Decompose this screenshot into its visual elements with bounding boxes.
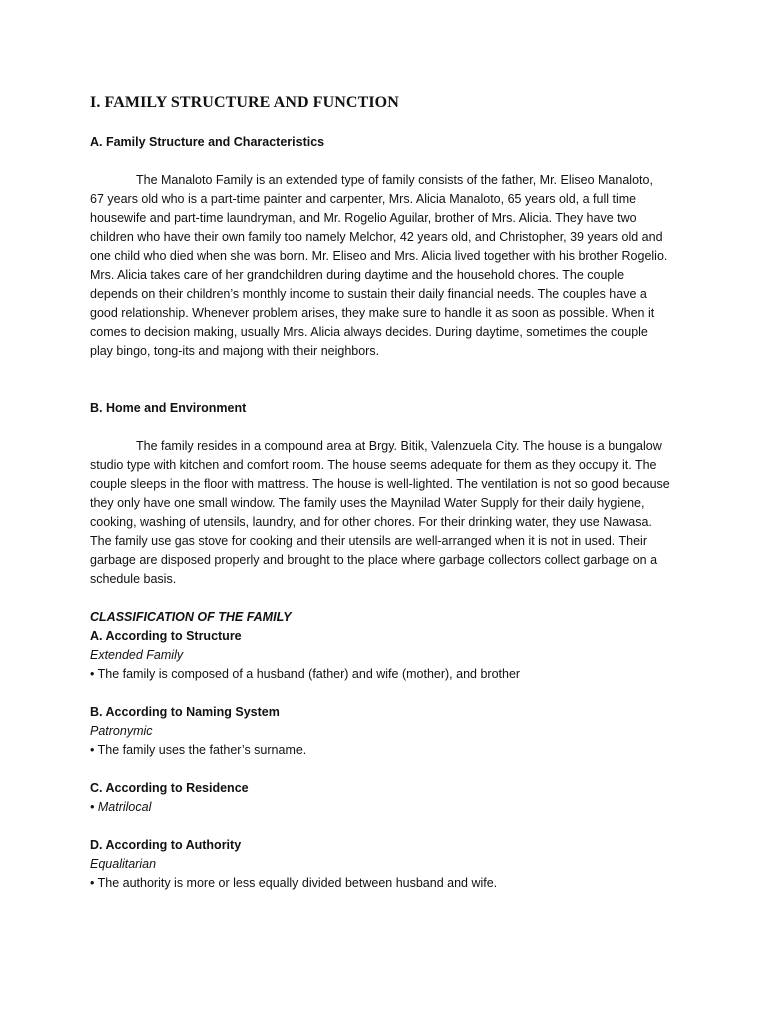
authority-label: D. According to Authority <box>90 838 242 852</box>
section-b-paragraph-2: The family use gas stove for cooking and their utensils are well-arranged when it is not in used. Their garbage are disposed properly and brought to the place where garbage collectors collect garbage on a schedule basis. <box>90 534 658 586</box>
spacer <box>90 817 670 836</box>
authority-type: Equalitarian <box>90 857 157 871</box>
residence-value: Matrilocal <box>97 800 152 814</box>
authority-bullet: • The authority is more or less equally divided between husband and wife. <box>90 876 498 890</box>
spacer <box>90 418 670 437</box>
spacer <box>90 152 670 171</box>
spacer <box>90 361 670 399</box>
section-b-paragraph-1: The family resides in a compound area at Brgy. Bitik, Valenzuela City. The house is a bungalow studio type with kitchen and comfort room. The house seems adequate for them as they occupy it. The couple sleeps in the floor with mattress. The house is well-lighted. The ventilation is not so good because they only have one small window. The family uses the Maynilad Water Supply for their daily hygiene, cooking, washing of utensils, laundry, and for other chores. For their drinking water, they use Nawasa. <box>90 439 670 529</box>
naming-label: B. According to Naming System <box>90 705 280 719</box>
section-a-paragraph: The Manaloto Family is an extended type of family consists of the father, Mr. Eliseo Manaloto, 67 years old who is a part-time painter and carpenter, Mrs. Alicia Manaloto, 65 years old, a full time housewife and part-time laundryman, and Mr. Rogelio Aguilar, brother of Mrs. Alicia. They have two children who have their own family too namely Melchor, 42 years old, and Christopher, 39 years old and one child who died when she was born. Mr. Eliseo and Mrs. Alicia lived together with his brother Rogelio. Mrs. Alicia takes care of her grandchildren during daytime and the household chores. The couple depends on their children’s monthly income to sustain their daily financial needs. The couples have a good relationship. Whenever problem arises, they make sure to handle it as soon as possible. When it comes to decision making, usually Mrs. Alicia always decides. During daytime, sometimes the couple play bingo, tong-its and majong with their neighbors. <box>90 173 668 358</box>
classification-heading: CLASSIFICATION OF THE FAMILY <box>90 610 292 624</box>
structure-bullet: • The family is composed of a husband (father) and wife (mother), and brother <box>90 667 521 681</box>
document-title: I. FAMILY STRUCTURE AND FUNCTION <box>90 94 399 111</box>
naming-bullet: • The family uses the father’s surname. <box>90 743 307 757</box>
structure-type: Extended Family <box>90 648 184 662</box>
spacer <box>90 684 670 703</box>
section-b-heading: B. Home and Environment <box>90 401 247 415</box>
spacer <box>90 589 670 608</box>
section-a-heading: A. Family Structure and Characteristics <box>90 135 325 149</box>
residence-bullet <box>90 798 670 817</box>
residence-label: C. According to Residence <box>90 781 249 795</box>
structure-label: A. According to Structure <box>90 629 242 643</box>
spacer <box>90 760 670 779</box>
naming-type: Patronymic <box>90 724 153 738</box>
document-content <box>90 93 670 893</box>
bullet-glyph: • <box>90 800 98 814</box>
